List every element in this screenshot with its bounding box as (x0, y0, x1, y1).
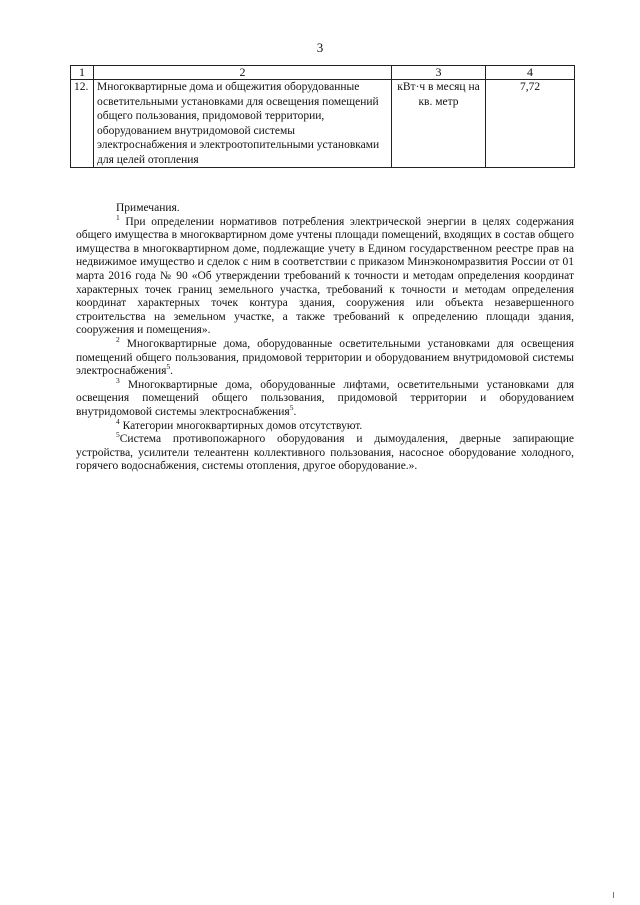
scan-mark (613, 892, 614, 898)
note-text: Категории многоквартирных домов отсутствуют. (122, 419, 363, 432)
note-tail: . (293, 405, 297, 418)
note-5 (76, 430, 574, 474)
footnote-ref: 5 (166, 362, 171, 372)
norms-table (70, 65, 575, 168)
note-text: Система противопожарного оборудования и дымоудаления, дверные запирающие устройства, усилители телеантенн коллективного пользования, насосное оборудование холодного, горячего водоснабжения, системы отопления, другое оборудование.». (76, 433, 574, 473)
column-header: 3 (392, 66, 486, 80)
note-2 (76, 335, 575, 379)
table-header-row (71, 66, 575, 80)
footnote-marker: 4 (116, 416, 120, 426)
note-text: Многоквартирные дома, оборудованные осветительными установками для освещения помещений общего пользования, придомовой территории и оборудованием внутридомовой системы электроснабжения (76, 337, 575, 378)
notes-section (76, 202, 574, 474)
column-header: 2 (94, 66, 392, 80)
footnote-marker: 2 (116, 335, 120, 345)
note-text: При определении нормативов потребления электрической энергии в целях содержания общего имущества в многоквартирном доме учтены площади помещений, входящих в состав общего имущества в многоквартирном доме, подлежащие учету в Едином государственном реестре прав на недвижимое имущество и сделок с ним в соответствии с приказом Минэкономразвития России от 01 марта 2016 года № 90 «Об утверждении требований к точности и методам определения координат характерных точек границ земельного участка, требований к точности и методам определения координат характерных точек контура здания, сооружения или объекта незавершенного строительства на земельном участке, а также требований к определению площади здания, сооружения и помещения». (76, 215, 574, 337)
row-number: 12. (71, 80, 94, 168)
footnote-ref: 5 (289, 403, 294, 413)
footnote-marker: 3 (116, 375, 120, 385)
footnote-marker: 1 (116, 212, 120, 222)
notes-title: Примечания. (116, 202, 180, 214)
column-header: 1 (71, 66, 94, 80)
footnote-marker: 5 (116, 430, 120, 440)
note-1 (76, 212, 574, 338)
note-tail: . (170, 365, 174, 378)
page-number: 3 (316, 40, 324, 55)
row-unit: кВт·ч в месяц на кв. метр (392, 80, 486, 168)
column-header: 4 (486, 66, 575, 80)
row-description: Многоквартирные дома и общежития оборудованные осветительными установками для освещения помещений общего пользования, придомовой территории, оборудованием внутридомовой системы электроснабжения и электроотопительными установками для целей отопления (94, 80, 392, 168)
row-value: 7,72 (486, 80, 575, 168)
note-text: Многоквартирные дома, оборудованные лифтами, осветительными установками для освещения помещений общего пользования, придомовой территории и оборудованием внутридомовой системы электроснабжения (76, 378, 575, 418)
note-4 (76, 416, 574, 434)
note-3 (76, 375, 575, 420)
table-row (71, 80, 575, 168)
